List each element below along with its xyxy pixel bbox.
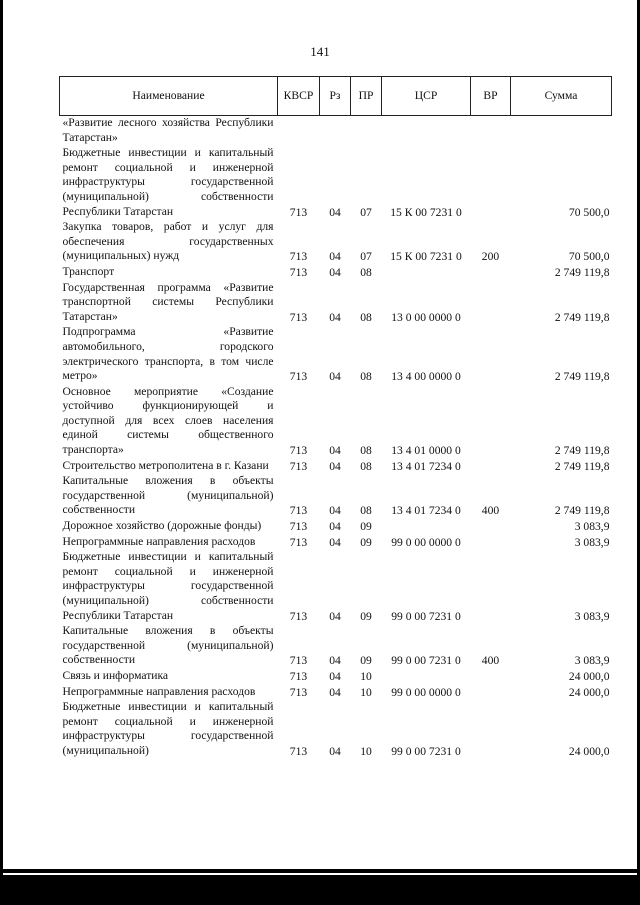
row-sum: 24 000,0 xyxy=(568,744,610,758)
row-sum: 2 749 119,8 xyxy=(554,310,610,324)
row-sum: 2 749 119,8 xyxy=(554,370,610,384)
row-kvsr: 713 xyxy=(289,654,308,668)
header-kvsr: КВСР xyxy=(278,77,320,116)
row-name: Бюджетные инвестиции и капитальный ремонт социальной и инженерной инфраструктуры государственной (муниципальной) собственности Республики Татарстан xyxy=(62,550,274,622)
row-kvsr: 713 xyxy=(289,744,308,758)
row-rz: 04 xyxy=(329,370,341,384)
row-vr xyxy=(471,685,511,701)
row-sum: 24 000,0 xyxy=(568,685,610,699)
table-row xyxy=(60,685,612,701)
table-row xyxy=(60,220,612,265)
row-csr: 13 4 01 0000 0 xyxy=(391,444,461,458)
row-sum: 2 749 119,8 xyxy=(554,459,610,473)
row-rz: 04 xyxy=(329,205,341,219)
row-csr: 15 К 00 7231 0 xyxy=(390,205,462,219)
row-name: Бюджетные инвестиции и капитальный ремонт социальной и инженерной инфраструктуры государственной (муниципальной) собственности Республики Татарстан xyxy=(62,146,274,218)
row-vr: 200 xyxy=(481,250,500,264)
row-sum: 3 083,9 xyxy=(574,535,610,549)
row-kvsr: 713 xyxy=(289,669,308,683)
header-vr: ВР xyxy=(471,77,511,116)
row-sum xyxy=(511,116,612,147)
row-vr xyxy=(471,700,511,759)
row-name: Непрограммные направления расходов xyxy=(62,684,256,698)
row-csr: 99 0 00 7231 0 xyxy=(391,609,461,623)
row-vr xyxy=(471,535,511,551)
row-pr: 08 xyxy=(360,265,372,279)
row-pr: 07 xyxy=(360,250,372,264)
table-row xyxy=(60,385,612,459)
table-row xyxy=(60,325,612,384)
row-kvsr: 713 xyxy=(289,535,308,549)
row-sum: 2 749 119,8 xyxy=(554,265,610,279)
row-name: Связь и информатика xyxy=(62,668,169,682)
row-kvsr: 713 xyxy=(289,444,308,458)
row-csr: 13 4 00 0000 0 xyxy=(391,370,461,384)
row-sum: 70 500,0 xyxy=(568,250,610,264)
header-name: Наименование xyxy=(60,77,278,116)
row-vr: 400 xyxy=(481,654,500,668)
row-sum: 70 500,0 xyxy=(568,205,610,219)
row-rz: 04 xyxy=(329,535,341,549)
row-name: Государственная программа «Развитие транспортной системы Республики Татарстан» xyxy=(62,280,274,323)
table-row xyxy=(60,474,612,519)
row-csr xyxy=(382,265,471,281)
row-kvsr: 713 xyxy=(289,685,308,699)
table-row xyxy=(60,700,612,759)
row-pr: 09 xyxy=(360,609,372,623)
row-rz: 04 xyxy=(329,444,341,458)
row-sum: 3 083,9 xyxy=(574,520,610,534)
row-rz: 04 xyxy=(329,685,341,699)
row-rz xyxy=(320,116,351,147)
table-row xyxy=(60,669,612,685)
row-pr: 08 xyxy=(360,504,372,518)
row-rz: 04 xyxy=(329,265,341,279)
row-kvsr: 713 xyxy=(289,520,308,534)
budget-table xyxy=(59,76,612,760)
page-number: 141 xyxy=(310,44,330,59)
row-pr: 10 xyxy=(360,685,372,699)
row-csr: 15 К 00 7231 0 xyxy=(390,250,462,264)
row-pr: 09 xyxy=(360,654,372,668)
table-row xyxy=(60,459,612,475)
row-vr xyxy=(471,281,511,326)
row-kvsr: 713 xyxy=(289,459,308,473)
row-csr xyxy=(382,519,471,535)
row-name: Капитальные вложения в объекты государственной (муниципальной) собственности xyxy=(62,474,274,517)
row-pr xyxy=(351,116,382,147)
table-row xyxy=(60,116,612,147)
row-vr xyxy=(471,325,511,384)
row-name: Непрограммные направления расходов xyxy=(62,534,256,548)
row-rz: 04 xyxy=(329,654,341,668)
row-name: Капитальные вложения в объекты государственной (муниципальной) собственности xyxy=(62,624,274,667)
table-row xyxy=(60,535,612,551)
row-kvsr: 713 xyxy=(289,504,308,518)
row-sum: 2 749 119,8 xyxy=(554,504,610,518)
row-vr xyxy=(471,146,511,220)
row-rz: 04 xyxy=(329,520,341,534)
table-row xyxy=(60,550,612,624)
row-csr xyxy=(382,116,471,147)
row-csr: 99 0 00 0000 0 xyxy=(391,685,461,699)
row-pr: 08 xyxy=(360,459,372,473)
row-name: Подпрограмма «Развитие автомобильного, городского электрического транспорта, в том числе метро» xyxy=(62,325,274,383)
row-vr xyxy=(471,669,511,685)
row-name: «Развитие лесного хозяйства Республики Татарстан» xyxy=(62,116,274,144)
row-vr xyxy=(471,385,511,459)
row-sum: 3 083,9 xyxy=(574,654,610,668)
row-rz: 04 xyxy=(329,310,341,324)
row-csr: 99 0 00 0000 0 xyxy=(391,535,461,549)
header-rz: Рз xyxy=(320,77,351,116)
header-csr: ЦСР xyxy=(382,77,471,116)
row-pr: 10 xyxy=(360,744,372,758)
row-csr: 99 0 00 7231 0 xyxy=(391,744,461,758)
row-csr: 13 4 01 7234 0 xyxy=(391,459,461,473)
row-rz: 04 xyxy=(329,744,341,758)
row-rz: 04 xyxy=(329,609,341,623)
row-name: Дорожное хозяйство (дорожные фонды) xyxy=(62,519,262,533)
table-row xyxy=(60,281,612,326)
row-kvsr xyxy=(278,116,320,147)
row-vr xyxy=(471,550,511,624)
row-sum: 24 000,0 xyxy=(568,669,610,683)
row-csr xyxy=(382,669,471,685)
row-vr xyxy=(471,459,511,475)
row-vr: 400 xyxy=(481,504,500,518)
table-row xyxy=(60,624,612,669)
scan-border-bottom-line xyxy=(0,869,640,873)
row-name: Бюджетные инвестиции и капитальный ремонт социальной и инженерной инфраструктуры государственной (муниципальной) xyxy=(62,700,274,757)
row-kvsr: 713 xyxy=(289,310,308,324)
row-pr: 08 xyxy=(360,370,372,384)
header-pr: ПР xyxy=(351,77,382,116)
header-sum: Сумма xyxy=(511,77,612,116)
row-kvsr: 713 xyxy=(289,250,308,264)
row-kvsr: 713 xyxy=(289,609,308,623)
table-row xyxy=(60,146,612,220)
table-row xyxy=(60,265,612,281)
row-vr xyxy=(471,265,511,281)
row-csr: 13 4 01 7234 0 xyxy=(391,504,461,518)
row-csr: 13 0 00 0000 0 xyxy=(391,310,461,324)
row-pr: 08 xyxy=(360,310,372,324)
row-kvsr: 713 xyxy=(289,265,308,279)
table-row xyxy=(60,519,612,535)
row-pr: 08 xyxy=(360,444,372,458)
row-rz: 04 xyxy=(329,669,341,683)
row-kvsr: 713 xyxy=(289,205,308,219)
row-sum: 2 749 119,8 xyxy=(554,444,610,458)
row-name: Основное мероприятие «Создание устойчиво функционирующей и доступной для всех слоев населения единой системы общественного транспорта» xyxy=(62,384,274,457)
row-rz: 04 xyxy=(329,250,341,264)
row-rz: 04 xyxy=(329,459,341,473)
row-kvsr: 713 xyxy=(289,370,308,384)
row-name: Закупка товаров, работ и услуг для обеспечения государственных (муниципальных) нужд xyxy=(62,220,274,263)
row-pr: 09 xyxy=(360,535,372,549)
scan-border-bottom xyxy=(0,875,640,905)
row-pr: 10 xyxy=(360,669,372,683)
row-vr xyxy=(471,116,511,147)
row-csr: 99 0 00 7231 0 xyxy=(391,654,461,668)
row-pr: 09 xyxy=(360,520,372,534)
row-name: Транспорт xyxy=(62,264,115,278)
table-header-row xyxy=(60,77,612,116)
row-vr xyxy=(471,519,511,535)
row-sum: 3 083,9 xyxy=(574,609,610,623)
row-pr: 07 xyxy=(360,205,372,219)
row-rz: 04 xyxy=(329,504,341,518)
row-name: Строительство метрополитена в г. Казани xyxy=(62,458,269,472)
scan-border-left xyxy=(0,0,3,905)
